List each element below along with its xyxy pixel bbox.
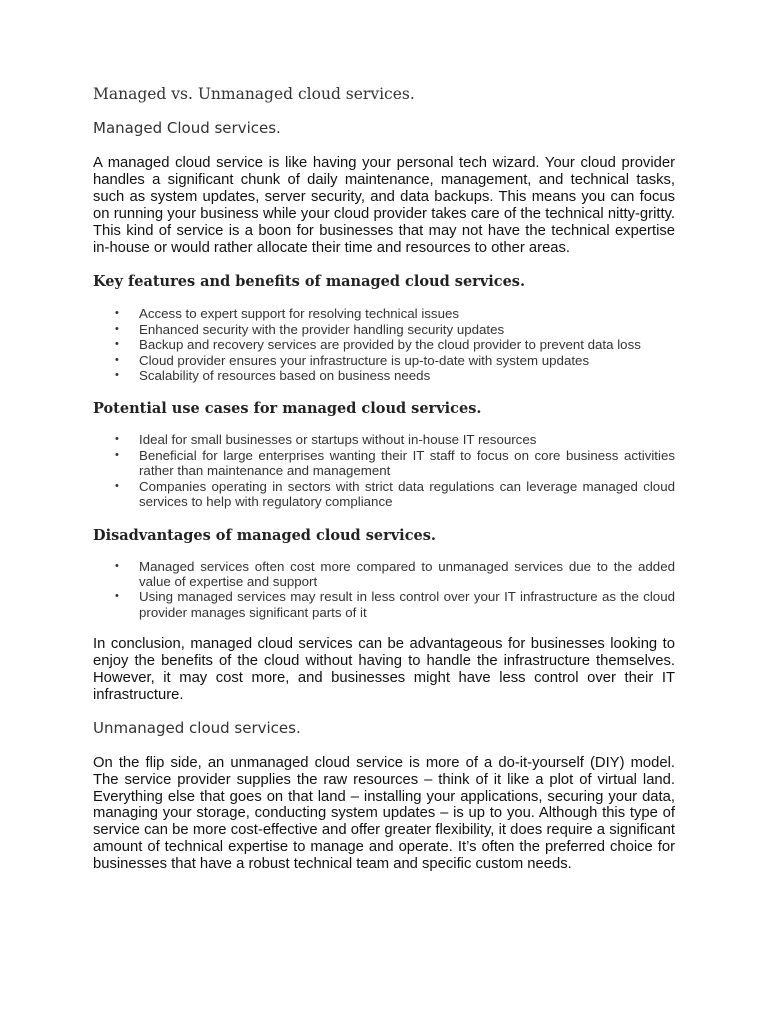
list-item	[93, 589, 675, 620]
list-item-text: Ideal for small businesses or startups without in-house IT resources	[139, 432, 537, 448]
list-item	[93, 448, 675, 479]
list-item	[93, 368, 675, 383]
list-item-text: Companies operating in sectors with strict data regulations can leverage managed cloud services to help with regulatory compliance	[139, 478, 675, 510]
bullet-icon: •	[115, 559, 119, 572]
list-item-text: Beneficial for large enterprises wanting their IT staff to focus on core business activities rather than maintenance and management	[139, 447, 675, 479]
bullet-icon: •	[115, 448, 119, 461]
list-item	[93, 353, 675, 368]
managed-heading: Managed Cloud services.	[93, 119, 281, 137]
list-item-text: Scalability of resources based on business needs	[139, 368, 431, 384]
features-heading: Key features and benefits of managed cloud services.	[93, 273, 526, 291]
bullet-icon: •	[115, 433, 119, 446]
list-item-text: Enhanced security with the provider handling security updates	[139, 321, 505, 337]
list-item-text: Backup and recovery services are provided by the cloud provider to prevent data loss	[139, 337, 641, 353]
bullet-icon: •	[115, 338, 119, 351]
conclusion-paragraph: In conclusion, managed cloud services can be advantageous for businesses looking to enjoy the benefits of the cloud without having to handle the infrastructure themselves. However, it may cost more, and businesses might have less control over their IT infrastructure.	[93, 636, 675, 703]
unmanaged-intro-paragraph: On the flip side, an unmanaged cloud service is more of a do-it-yourself (DIY) model. The service provider supplies the raw resources – think of it like a plot of virtual land. Everything else that goes on that land – installing your applications, securing your data, managing your storage, conducting system updates – is up to you. Although this type of service can be more cost-effective and offer greater flexibility, it does require a significant amount of technical expertise to manage and operate. It’s often the preferred choice for businesses that have a robust technical team and specific custom needs.	[93, 754, 675, 873]
use-cases-list	[93, 432, 675, 509]
disadvantages-list	[93, 559, 675, 621]
list-item	[93, 432, 675, 447]
list-item	[93, 322, 675, 337]
document-title: Managed vs. Unmanaged cloud services.	[93, 85, 415, 103]
bullet-icon: •	[115, 322, 119, 335]
unmanaged-heading: Unmanaged cloud services.	[93, 718, 301, 737]
list-item	[93, 337, 675, 352]
bullet-icon: •	[115, 479, 119, 492]
bullet-icon: •	[115, 369, 119, 382]
list-item	[93, 559, 675, 590]
managed-intro-paragraph: A managed cloud service is like having your personal tech wizard. Your cloud provider handles a significant chunk of daily maintenance, management, and technical tasks, such as system updates, server security, and data backups. This means you can focus on running your business while your cloud provider takes care of the technical nitty-gritty. This kind of service is a boon for businesses that may not have the technical expertise in-house or would rather allocate their time and resources to other areas.	[93, 155, 675, 256]
list-item-text: Access to expert support for resolving technical issues	[139, 306, 460, 322]
features-list	[93, 306, 675, 383]
bullet-icon: •	[115, 590, 119, 603]
bullet-icon: •	[115, 353, 119, 366]
list-item-text: Cloud provider ensures your infrastructure is up-to-date with system updates	[139, 352, 590, 368]
list-item	[93, 479, 675, 510]
list-item	[93, 306, 675, 321]
disadvantages-heading: Disadvantages of managed cloud services.	[93, 526, 436, 544]
list-item-text: Managed services often cost more compared to unmanaged services due to the added value of expertise and support	[139, 558, 675, 589]
list-item-text: Using managed services may result in less control over your IT infrastructure as the cloud provider manages significant parts of it	[139, 589, 675, 620]
use-cases-heading: Potential use cases for managed cloud services.	[93, 400, 482, 418]
document-page	[93, 84, 675, 873]
bullet-icon: •	[115, 307, 119, 320]
